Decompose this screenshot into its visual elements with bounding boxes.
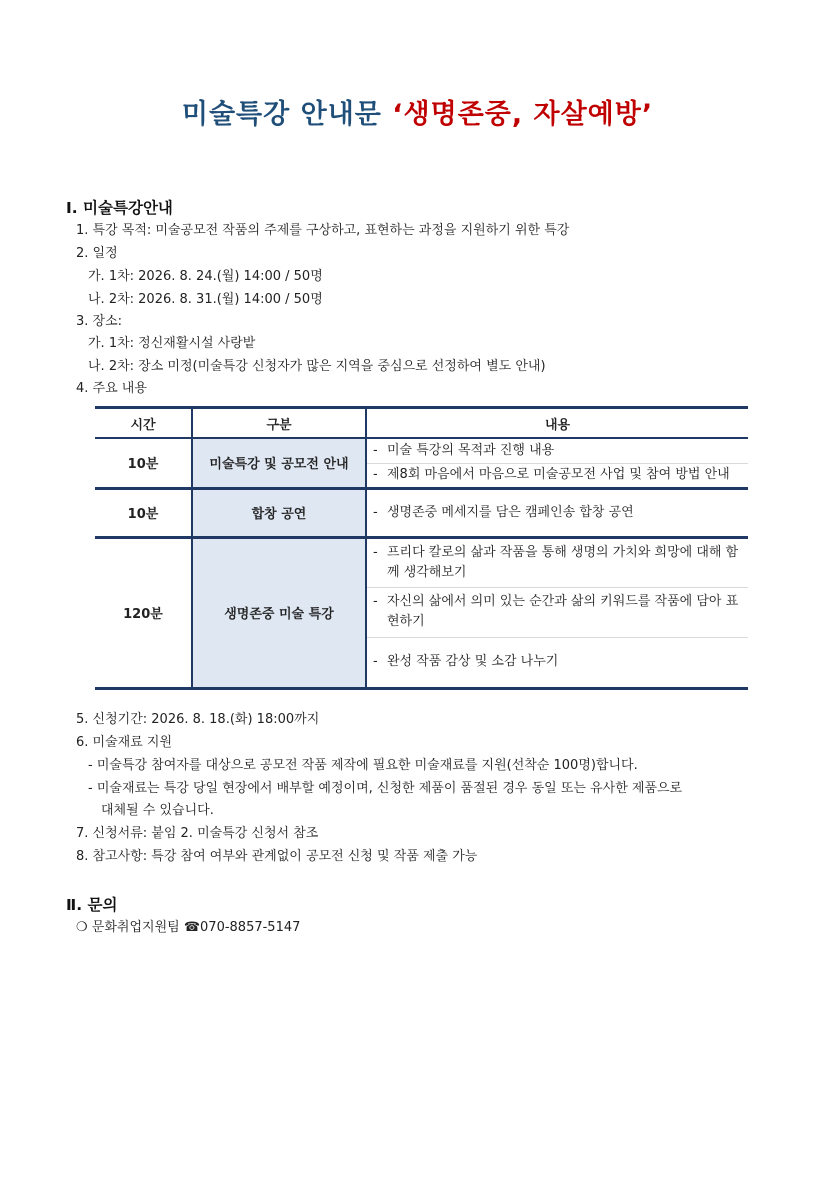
row-item: - 제8회 마음에서 마음으로 미술공모전 사업 및 참여 방법 안내	[373, 467, 730, 482]
row-time: 120분	[95, 537, 192, 688]
table-row	[95, 537, 748, 587]
materials-note-2-cont: 대체될 수 있습니다.	[101, 803, 214, 818]
row-item: - 자신의 삶에서 의미 있는 순간과 삶의 키워드를 작품에 담아 표현하기	[366, 587, 748, 637]
contact-line	[76, 919, 300, 937]
location-heading: 3. 장소:	[76, 314, 123, 329]
table-group	[95, 488, 748, 537]
row-item: - 완성 작품 감상 및 소감 나누기	[373, 654, 559, 669]
row-item: - 생명존중 메세지를 담은 캠페인송 합창 공연	[366, 488, 748, 537]
application-period: 5. 신청기간: 2026. 8. 18.(화) 18:00까지	[76, 712, 320, 727]
location-second: 나. 2차: 장소 미정(미술특강 신청자가 많은 지역을 중심으로 선정하여 별도 안내)	[88, 359, 546, 374]
row-category: 생명존중 미술 특강	[192, 537, 366, 688]
row-item: - 미술 특강의 목적과 진행 내용	[366, 438, 748, 463]
content-heading: 4. 주요 내용	[76, 381, 147, 396]
schedule-second: 나. 2차: 2026. 8. 31.(월) 14:00 / 50명	[88, 292, 323, 307]
contact-text: 문화취업지원팀 ☎070-8857-5147	[91, 920, 301, 935]
materials-heading: 6. 미술재료 지원	[76, 735, 173, 750]
row-item: - 프리다 칼로의 삶과 작품을 통해 생명의 가치와 희망에 대해 함께 생각해보기	[366, 537, 748, 587]
header-category: 구분	[192, 408, 366, 439]
title-quote: ‘생명존중, 자살예방’	[392, 99, 654, 130]
row-category: 합창 공연	[192, 488, 366, 537]
section-heading-2: Ⅱ. 문의	[66, 896, 118, 914]
schedule-table	[95, 406, 748, 690]
schedule-heading: 2. 일정	[76, 246, 118, 261]
table-row	[95, 438, 748, 463]
table-header-row	[95, 408, 748, 439]
row-time: 10분	[95, 438, 192, 488]
schedule-first: 가. 1차: 2026. 8. 24.(월) 14:00 / 50명	[88, 269, 323, 284]
materials-note-2: - 미술재료는 특강 당일 현장에서 배부할 예정이며, 신청한 제품이 품절된 경우 동일 또는 유사한 제품으로	[88, 781, 683, 796]
materials-note-1: - 미술특강 참여자를 대상으로 공모전 작품 제작에 필요한 미술재료를 지원(선착순 100명)합니다.	[88, 758, 638, 773]
purpose-line: 1. 특강 목적: 미술공모전 작품의 주제를 구상하고, 표현하는 과정을 지원하기 위한 특강	[76, 223, 570, 238]
row-category: 미술특강 및 공모전 안내	[192, 438, 366, 488]
header-time: 시간	[95, 408, 192, 439]
title-main: 미술특강 안내문	[181, 99, 382, 130]
documents-line: 7. 신청서류: 붙임 2. 미술특강 신청서 참조	[76, 826, 319, 841]
table-group	[95, 438, 748, 488]
circle-bullet-icon: ❍	[76, 920, 88, 935]
table-group	[95, 537, 748, 688]
table-row	[95, 488, 748, 537]
document-title	[0, 92, 835, 131]
header-content: 내용	[366, 408, 748, 439]
notes-line: 8. 참고사항: 특강 참여 여부와 관계없이 공모전 신청 및 작품 제출 가능	[76, 849, 478, 864]
location-first: 가. 1차: 정신재활시설 사랑밭	[88, 336, 256, 351]
row-time: 10분	[95, 488, 192, 537]
section-heading-1: Ⅰ. 미술특강안내	[66, 199, 173, 217]
